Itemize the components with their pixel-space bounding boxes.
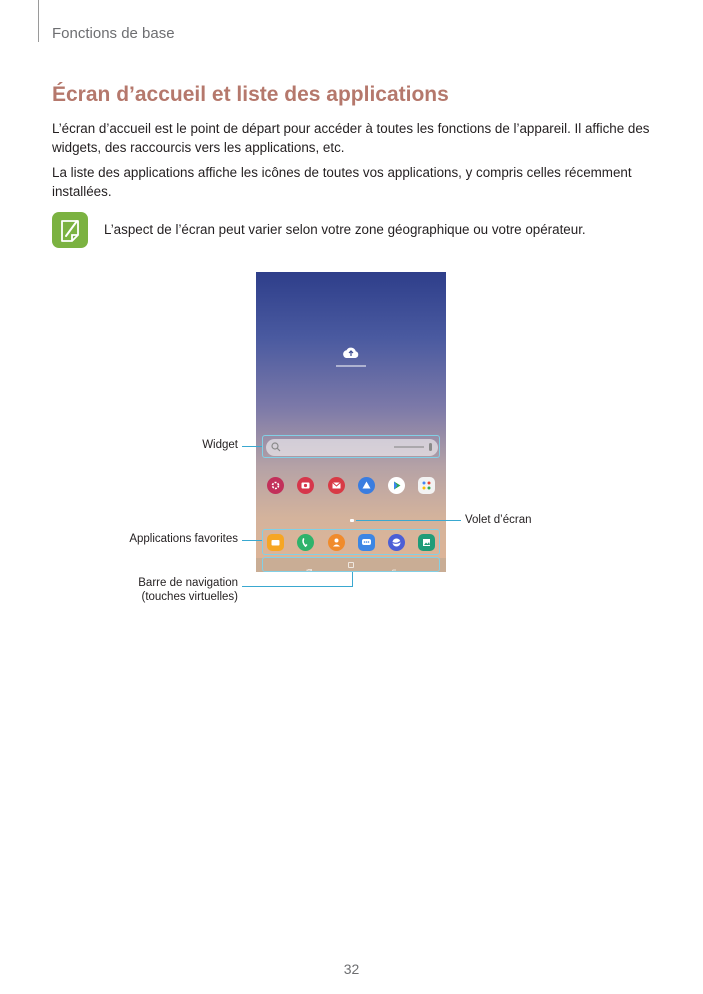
- clock-widget-text: [336, 365, 366, 367]
- drive-icon[interactable]: [358, 477, 375, 494]
- navbar-highlight: [262, 557, 440, 572]
- favorites-leader: [242, 540, 262, 541]
- page-title: Écran d’accueil et liste des applications: [52, 83, 449, 106]
- navbar-sublabel: (touches virtuelles): [141, 591, 238, 603]
- favorites-highlight: [262, 529, 440, 555]
- note-text: L’aspect de l’écran peut varier selon votre zone géographique ou votre opérateur.: [104, 222, 586, 237]
- google-folder-icon[interactable]: [418, 477, 435, 494]
- edge-panel-leader: [356, 520, 461, 521]
- weather-cloud-icon: [342, 346, 360, 360]
- email-icon[interactable]: [328, 477, 345, 494]
- camera-icon[interactable]: [297, 477, 314, 494]
- phone-home-screen: [256, 272, 446, 572]
- header-rule: [38, 0, 39, 42]
- settings-icon[interactable]: [267, 477, 284, 494]
- navbar-leader-vertical: [352, 572, 353, 586]
- widget-leader: [242, 446, 262, 447]
- play-store-icon[interactable]: [388, 477, 405, 494]
- pencil-note-icon: [52, 212, 88, 248]
- intro-paragraph: L’écran d’accueil est le point de départ pour accéder à toutes les fonctions de l’appareil. Il affiche des widgets, des raccourcis vers les applications, etc.: [52, 121, 650, 155]
- edge-panel-label: Volet d’écran: [465, 514, 532, 526]
- navbar-leader: [242, 586, 353, 587]
- widget-highlight: [262, 435, 440, 458]
- widget-label: Widget: [202, 439, 238, 451]
- navbar-label: Barre de navigation: [138, 577, 238, 589]
- section-header: Fonctions de base: [52, 25, 175, 42]
- page-number: 32: [343, 961, 360, 977]
- apps-list-paragraph: La liste des applications affiche les icônes de toutes vos applications, y compris celles récemment installées.: [52, 165, 632, 199]
- favorites-label: Applications favorites: [129, 533, 238, 545]
- page-indicator: [350, 519, 354, 522]
